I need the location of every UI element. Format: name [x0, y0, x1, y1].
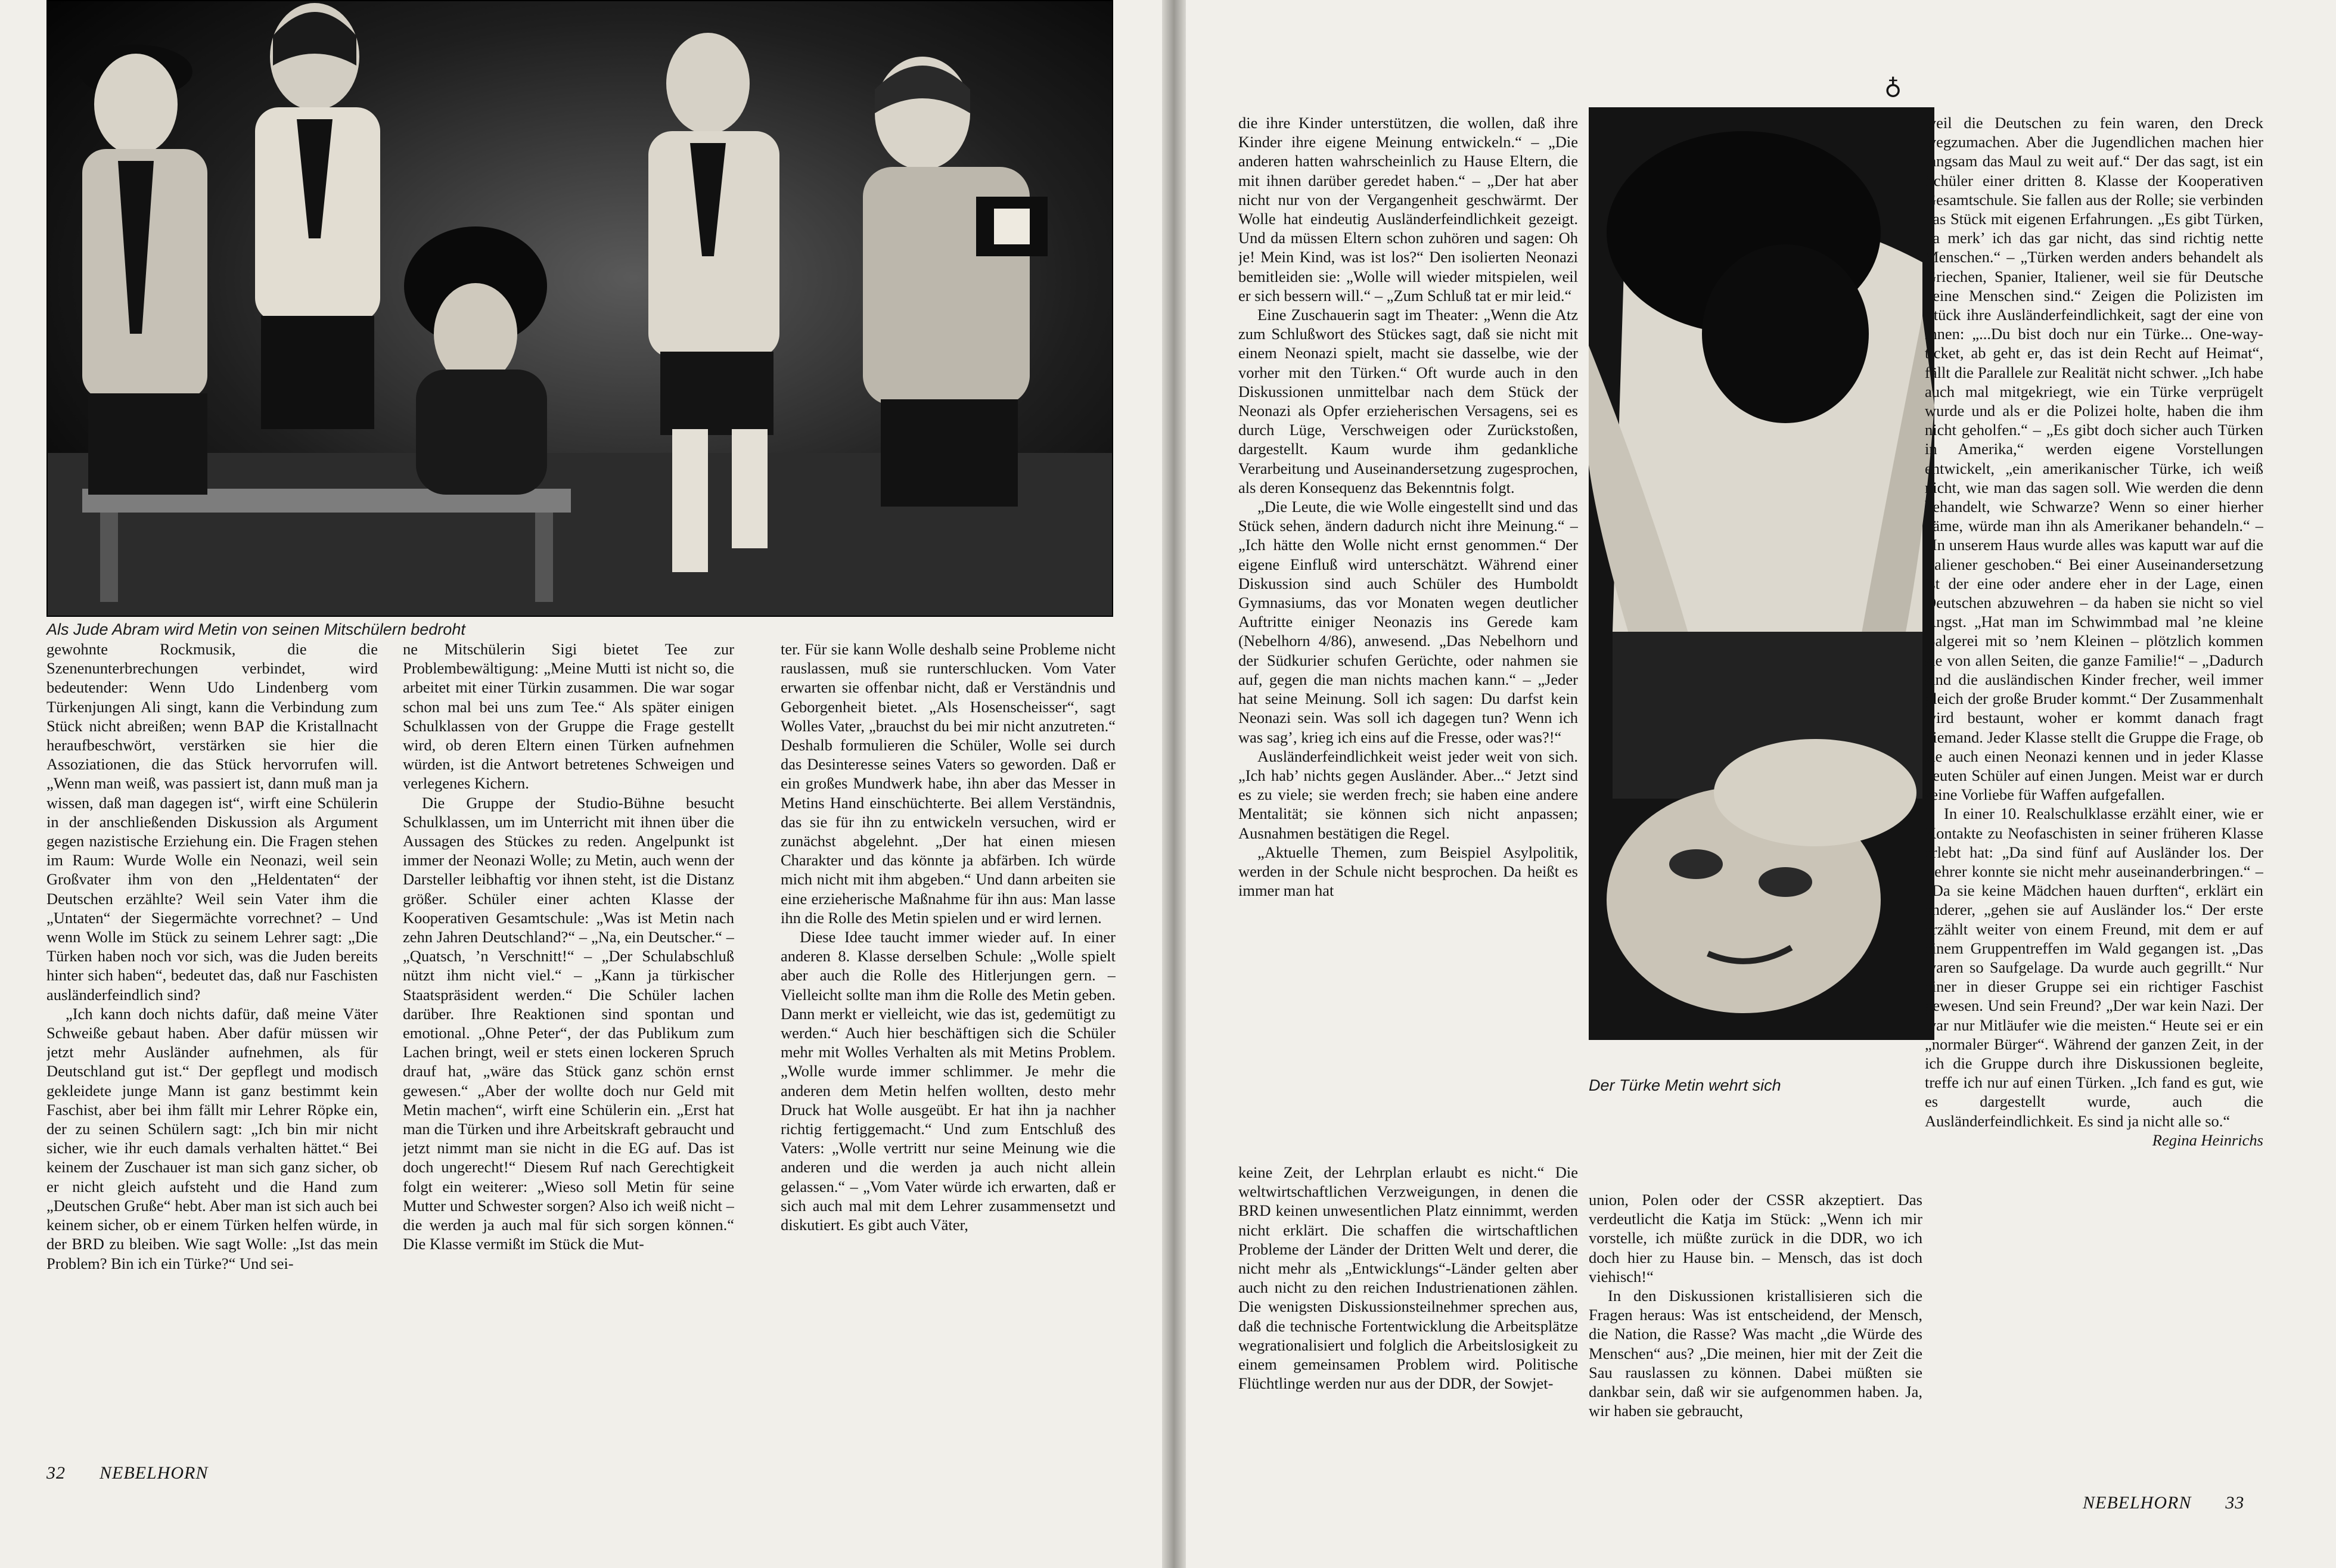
stage-photo-image — [46, 0, 1113, 617]
paragraph: weil die Deutschen zu fein waren, den Dreck wegzumachen. Aber die Jugendlichen machen hier langsam das Maul zu weit auf.“ Der das sagt, ist ein Schüler einer dritten 8. Klasse der Kooperativen Gesamtschule. Sie fallen aus der Rolle; sie verbinden das Stück mit eigenen Erfahrungen. „Es gibt Türken, da merk’ ich das gar nicht, das sind richtig nette Menschen.“ – „Türken werden anders behandelt als Griechen, Spanier, Italiener, weil sie für Deutsche keine Menschen sind.“ Zeigen die Polizisten im Stück ihre Ausländerfeindlichkeit, sagt der eine von ihnen: „...Du bist doch nur ein Türke... One-way-ticket, ab geht er, das ist dein Recht auf Heimat“, fällt die Parallele zur Realität nicht schwer. „Ich habe auch mal mitgekriegt, wie ein Türke verprügelt wurde und als er die Polizei holte, haben die ihm nicht geholfen.“ – „Es gibt doch sicher auch Türken in Amerika,“ werden eigene Vorstellungen entwickelt, „ein amerikanischer Türke, ich weiß nicht, wie man das sagen soll. Wie werden die denn behandelt, wie Schwarze? Wenn so einer hierher käme, würde man ihn als Amerikaner behandeln.“ – „In unserem Haus wurde alles was kaputt war auf die Italiener geschoben.“ Bei einer Auseinandersetzung ist der eine oder andere eher in der Lage, einen Deutschen abzuwehren – da haben sie nicht so viel Angst. „Hat man im Schwimmbad mal ’ne kleine Balgerei mit so ’nem Kleinen – plötzlich kommen sie von allen Seiten, die ganze Familie!“ – „Dadurch sind die ausländischen Kinder frecher, weil immer gleich der große Bruder kommt.“ Der Zusammenhalt wird bestaunt, woher er kommt danach fragt niemand. Jeder Klasse stellt die Gruppe die Frage, ob sie auch einen Neonazi kennen und in jeder Klasse deuten Schüler auf einen Jungen. Meist war er durch seine Vorliebe für Waffen aufgefallen. — [1925, 114, 2263, 804]
author-signature: Regina Heinrichs — [2152, 1131, 2263, 1149]
right-page — [1186, 0, 2336, 1568]
handwritten-mark: ♁ — [1884, 73, 1902, 100]
text-column-2 — [403, 639, 734, 1457]
text-column-2 — [1589, 1190, 1922, 1482]
text-column-1 — [46, 639, 378, 1457]
page-number: 33 — [2225, 1493, 2245, 1513]
paragraph: In den Diskussionen kristallisieren sich die Fragen heraus: Was ist entscheidend, der Mensch, die Nation, die Rasse? Was macht „die Würde des Menschen“ aus? „Die meinen, hier mit der Zeit die Sau rauslassen zu können. Dabei müßten sie dankbar sein, daß wir sie aufgenommen haben. Ja, wir haben sie gebraucht, — [1589, 1287, 1922, 1420]
paragraph: „Aktuelle Themen, zum Beispiel Asylpolitik, werden in der Schule nicht besprochen. Da heißt es immer man hat — [1238, 843, 1578, 900]
paragraph: ter. Für sie kann Wolle deshalb seine Probleme nicht rauslassen, muß sie runterschlucken. Vom Vater erwarten sie offenbar nicht, daß er Verständnis und Geborgenheit bietet. „Als Hosenscheisser“, sagt Wolles Vater, „brauchst du bei mir nicht anzutreten.“ Deshalb formulieren die Schüler, Wolle sei durch das Desinteresse seines Vaters so geworden. Daß er ein großes Mundwerk habe, ihn aber das Messer in Metins Hand einschüchterte. Bei allem Verständnis, das sie für ihn zu entwickeln versuchen, wird er zunächst abgelehnt. „Der hat einen miesen Charakter und das könnte ja abfärben. Ich würde mich nicht mit ihm abgeben.“ Und dann arbeiten sie eine erzieherische Maßnahme für ihn aus: Man lasse ihn die Rolle des Metin spielen und er wird lernen. — [781, 640, 1116, 927]
paragraph: In einer 10. Realschulklasse erzählt einer, wie er Kontakte zu Neofaschisten in seiner früheren Klasse erlebt hat: „Da sind fünf auf Ausländer los. Der Lehrer konnte sie nicht mehr auseinanderbringen.“ – „Da sie keine Mädchen hauen durften“, erklärt ein anderer, „gehen sie auf Ausländer los.“ Der erste erzählt weiter von einem Freund, mit dem er auf einem Gruppentreffen im Wald gegangen ist. „Das waren so Saufgelage. Da wurde auch gegrillt.“ Nur einer in dieser Gruppe sei ein richtiger Faschist gewesen. Und sein Freund? „Der war kein Nazi. Der war nur Mitläufer wie die meisten.“ Heute sei er ein „normaler Bürger“. Während der ganzen Zeit, in der ich die Gruppe durch ihre Diskussionen begleite, treffe ich nur auf einen Türken. „Ich fand es gut, wie es dargestellt wurde, auch die Ausländerfeindlichkeit. Es sind ja nicht alle so.“ — [1925, 805, 2263, 1130]
page-footer-right — [2083, 1493, 2244, 1513]
paragraph: „Ich kann doch nichts dafür, daß meine Väter Schweiße gebaut haben. Aber dafür müssen wir jetzt mehr Ausländer aufnehmen, als für Deutschland gut ist.“ Der gepflegt und modisch gekleidete junge Mann ist ganz bestimmt kein Faschist, aber bei ihm fällt mir Lehrer Röpke ein, der zu seinen Schülern sagt: „Ich bin mir nicht sicher, wie ihr euch damals verhalten hättet.“ Bei keinem der Zuschauer ist man sich ganz sicher, ob er nicht gleich aufsteht und die Hand zum „Deutschen Gruße“ hebt. Aber man ist sich auch bei keinem sicher, ob er einem Türken helfen würde, in der BRD zu bleiben. Wie sagt Wolle: „Ist das mein Problem? Bin ich ein Türke?“ Und sei- — [46, 1004, 378, 1272]
paragraph: ne Mitschülerin Sigi bietet Tee zur Problembewältigung: „Meine Mutti ist nicht so, die arbeitet mit einer Türkin zusammen. Die war sogar schon mal bei uns zum Tee.“ Als später einigen Schulklassen von der Gruppe die Frage gestellt wird, ob deren Eltern einen Türken aufnehmen würden, ist die Antwort betretenes Schweigen und verlegenes Kichern. — [403, 640, 734, 793]
magazine-name: NEBELHORN — [100, 1463, 209, 1483]
text-column-1-upper — [1238, 113, 1578, 1156]
paragraph: Diese Idee taucht immer wieder auf. In einer anderen 8. Klasse derselben Schule: „Wolle spielt aber auch die Rolle des Hitlerjungen gern. – Vielleicht sollte man ihm die Rolle des Metin geben. Dann merkt er vielleicht, wie das ist, gedemütigt zu werden.“ Auch hier beschäftigen sich die Schüler mehr mit Wolles Verhalten als mit Metins Problem. „Wolle wurde immer schlimmer. Je mehr die anderen dem Metin helfen wollten, desto mehr Druck hat Wolle ausgeübt. Er hat ihn ja nachher richtig fertiggemacht.“ Und zum Entschluß des Vaters: „Wolle vertritt nur seine Meinung wie die anderen und die werden ja auch nicht allein gelassen.“ – „Vom Vater würde ich erwarten, daß er sich auch mal mit dem Lehrer zusammensetzt und diskutiert. Es gibt auch Väter, — [781, 928, 1116, 1234]
paragraph: die ihre Kinder unterstützen, die wollen, daß ihre Kinder ihre eigene Meinung entwickeln.“ – „Die anderen hatten wahrscheinlich zu Hause Eltern, die mit ihnen darüber geredet haben.“ – „Der hat aber nicht nur von der Vergangenheit geschwärmt. Der Wolle hat eindeutig Ausländerfeindlichkeit gezeigt. Und da müssen Eltern schon zuhören und sagen: Oh je! Mein Kind, was ist los?“ Den isolierten Neonazi bemitleiden sie: „Wolle will wieder mitspielen, weil er sich bessern will.“ – „Zum Schluß tat er mir leid.“ — [1238, 114, 1578, 305]
page-footer-left — [46, 1463, 208, 1483]
paragraph: „Die Leute, die wie Wolle eingestellt sind und das Stück sehen, ändern dadurch nicht ihre Meinung.“ – „Ich hätte den Wolle nicht ernst genommen.“ Der eigene Einfluß wird unterschätzt. Während einer Diskussion sind auch Schüler des Humboldt Gymnasiums, das vor Monaten wegen deutlicher Auftritte einiger Neonazis ins Gerede kam (Nebelhorn 4/86), anwesend. „Das Nebelhorn und der Südkurier schufen Gerüchte, oder nahmen sie auf, gegen die man nichts machen kann.“ – „Jeder hat seine Meinung. Soll ich sagen: Du darfst kein Neonazi sein. Was soll ich dagegen tun? Wenn ich was sag’, krieg ich eins auf die Fresse, oder was?!“ — [1238, 498, 1578, 746]
left-page — [0, 0, 1162, 1568]
text-column-1-lower — [1238, 1163, 1578, 1479]
stage-photo-right-image — [1589, 107, 1934, 1040]
paragraph: Eine Zuschauerin sagt im Theater: „Wenn die Atz zum Schlußwort des Stückes sagt, daß sie nicht mit einem Neonazi spielt, macht sie dasselbe, wie der vorher mit den Türken.“ Oft wurde auch in den Diskussionen unmittelbar nach dem Stück der Neonazi als Opfer erzieherischen Versagens, sei es durch Lüge, Verschweigen oder Zurückstoßen, dargestellt. Kaum wurde ihm gedankliche Verarbeitung und Auseinandersetzung zugesprochen, als deren Konsequenz das Bekenntnis folgt. — [1238, 306, 1578, 496]
paragraph: union, Polen oder der CSSR akzeptiert. Das verdeutlicht die Katja im Stück: „Wenn ich mir vorstelle, ich müßte zurück in die DDR, wo ich doch hier zu Hause bin. – Mensch, das ist doch viehisch!“ — [1589, 1191, 1922, 1286]
page-number: 32 — [46, 1463, 66, 1483]
text-column-3 — [781, 639, 1116, 1457]
stage-photo-left — [46, 0, 1113, 617]
photo-caption-left: Als Jude Abram wird Metin von seinen Mitschülern bedroht — [46, 620, 465, 638]
text-column-3 — [1925, 113, 2263, 1508]
stage-photo-right — [1589, 107, 1934, 1040]
paragraph: Ausländerfeindlichkeit weist jeder weit von sich. „Ich hab’ nichts gegen Ausländer. Aber...“ Jetzt sind es zu viele; sie werden frech; sie haben eine andere Mentalität; sie können sich nicht anpassen; Ausnahmen bestätigen die Regel. — [1238, 747, 1578, 842]
magazine-name: NEBELHORN — [2083, 1493, 2192, 1513]
paragraph: gewohnte Rockmusik, die die Szenenunterbrechungen verbindet, wird bedeutender: Wenn Udo Lindenberg vom Türkenjungen Ali singt, kann die Verbindung zum Stück nicht abreißen; wenn BAP die Kristallnacht heraufbeschwört, verstärken sie hier die Assoziationen, die das Stück hervorrufen will. „Wenn man weiß, was passiert ist, dann muß man ja wissen, daß man dagegen ist“, wirft eine Schülerin in der anschließenden Diskussion als Argument gegen nazistische Erziehung ein. Die Fragen stehen im Raum: Wurde Wolle ein Neonazi, weil sein Großvater ihm von den „Heldentaten“ der Deutschen erzählte? Weil sein Vater ihm die „Untaten“ der Siegermächte vorrechnet? – Und wenn Wolle im Stück zu seinem Lehrer sagt: „Die Türken haben noch vor sich, was die Juden bereits hinter sich haben“, bedeutet das, daß nur Faschisten ausländerfeindlich sind? — [46, 640, 378, 1004]
paragraph: Die Gruppe der Studio-Bühne besucht Schulklassen, um im Unterricht mit ihnen über die Aussagen des Stückes zu reden. Angelpunkt ist immer der Neonazi Wolle; zu Metin, auch wenn der Darsteller leibhaftig vor ihnen steht, ist die Distanz größer. Schüler einer achten Klasse der Kooperativen Gesamtschule: „Was ist Metin nach zehn Jahren Deutschland?“ – „Na, ein Deutscher.“ – „Quatsch, ’n Verschnitt!“ – „Der Schulabschluß nützt ihm nicht viel.“ – „Kann ja türkischer Staatspräsident werden.“ Die Schüler lachen darüber. Ihre Reaktionen sind spontan und emotional. „Ohne Peter“, der das Publikum zum Lachen bringt, weil er stets einen lockeren Spruch drauf hat, „wäre das Stück ganz schön ernst gewesen.“ „Aber der wollte doch nur Geld mit Metin machen“, wirft eine Schülerin ein. „Erst hat man die Türken und ihre Arbeitskraft gebraucht und jetzt nimmt man sie nicht in die EG auf. Das ist doch ungerecht!“ Diesem Ruf nach Gerechtigkeit folgt ein weiterer: „Wieso soll Metin für seine Mutter und Schwester sorgen? Also ich weiß nicht – die werden ja auch mal für sich sorgen können.“ Die Klasse vermißt im Stück die Mut- — [403, 793, 734, 1253]
page-gutter — [1162, 0, 1186, 1568]
photo-caption-right: Der Türke Metin wehrt sich — [1589, 1076, 1781, 1094]
paragraph: keine Zeit, der Lehrplan erlaubt es nicht.“ Die weltwirtschaftlichen Verzweigungen, in denen die BRD keinen unwesentlichen Platz einnimmt, werden nicht erklärt. Die schaffen die wirtschaftlichen Probleme der Länder der Dritten Welt und derer, die nicht mehr als „Entwicklungs“-Länder gelten aber auch nicht zu den reichen Industrienationen zählen. Die wenigsten Diskussionsteilnehmer sprechen aus, daß die technische Fortentwicklung die Arbeitsplätze wegrationalisiert und folglich die Arbeitslosigkeit zu einem gemeinsamen Problem wird. Politische Flüchtlinge werden nur aus der DDR, der Sowjet- — [1238, 1163, 1578, 1393]
